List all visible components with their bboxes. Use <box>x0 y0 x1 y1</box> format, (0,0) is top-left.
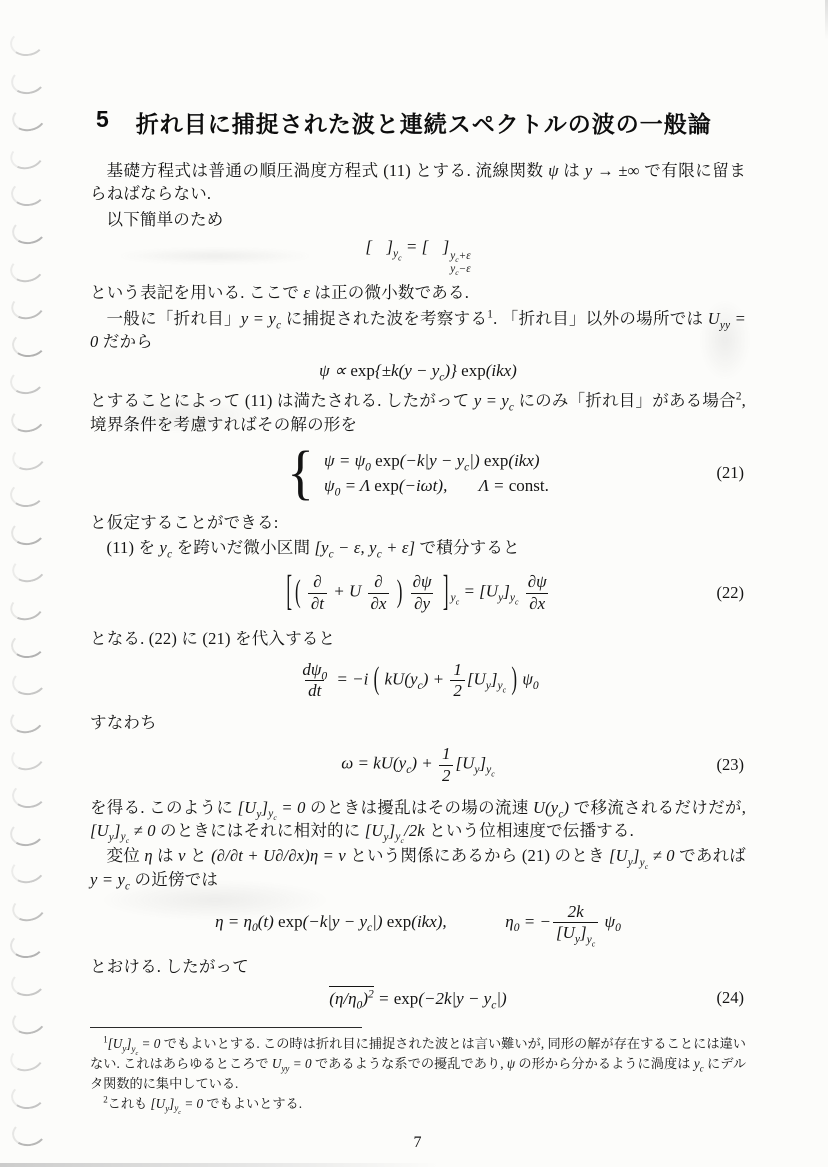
equation-psi-proportional <box>90 361 746 384</box>
paragraph: と仮定することができる: <box>90 512 279 532</box>
scan-edge <box>0 1163 440 1167</box>
equation-24 <box>90 986 746 1012</box>
binding-hole <box>10 667 48 698</box>
binding-hole <box>10 1081 47 1110</box>
footnote-2: $^2$これも $[U_y]_{y_c} = 0$ でもよいとする. <box>103 1094 303 1117</box>
binding-hole <box>10 630 47 659</box>
page-number: 7 <box>413 1133 423 1151</box>
binding-hole <box>9 931 46 960</box>
binding-hole <box>8 817 46 848</box>
binding-hole <box>10 179 47 208</box>
paragraph: (11) を $y_c$ を跨いだ微小区間 [$y_c - \varepsilon$, $y_c + \varepsilon$] で積分すると <box>106 538 520 561</box>
paragraph: すなわち <box>90 713 157 733</box>
equation-body: [ ( $\frac{\partial}{\partial t}$ + U $\frac{\partial}{\partial x}$ ) $\frac{\partial\psi}{\partial y}$ ] $_{y_c} = [U_y]_{y_c}$ $\frac{\partial\psi}{\partial x}$ <box>286 566 547 615</box>
section-number: 5 <box>96 106 110 132</box>
equation-bracket-notation <box>90 237 746 275</box>
binding-hole <box>9 28 46 57</box>
page-content <box>90 0 746 1152</box>
equation-eta <box>90 902 746 949</box>
footnote-rule <box>90 1027 362 1028</box>
paragraph: 以下簡単のため <box>106 209 224 229</box>
binding-hole <box>10 102 49 135</box>
binding-hole <box>8 366 46 397</box>
equation-number: (22) <box>716 583 744 602</box>
binding-hole <box>11 329 48 358</box>
paragraph: となる. (22) に (21) を代入すると <box>90 628 336 648</box>
binding-holes <box>0 0 90 1167</box>
paragraph: 一般に「折れ目」$y = y_c$ に捕捉された波を考察する$^1$. 「折れ目」以外の場所では $U_{yy} = 0$ だから <box>90 308 747 351</box>
paragraph: 変位 η は v と (∂/∂t + U∂/∂x)η = v という関係にあるから (21) のとき $[U_y]_{y_c} \ne 0$ であれば $y = y_c$ の近傍では <box>90 846 746 893</box>
equation-body: $\psi \propto \exp\{\pm k(y - y_c)\}$ exp(ikx) <box>319 361 517 384</box>
section-title: 折れ目に捕捉された波と連続スペクトルの波の一般論 <box>135 111 712 137</box>
section-heading <box>96 106 746 139</box>
binding-hole <box>9 854 48 887</box>
binding-hole <box>9 891 49 925</box>
paragraph: という表記を用いる. ここで ε は正の微小数である. <box>90 283 470 303</box>
footnote-1: $^1[U_y]_{y_c} = 0$ でもよいとする. この時は折れ目に捕捉された波とは言い難いが, 同形の解が存在することには違いない. これはあらゆるところで $U_{yy} = 0$ であるような系での擾乱であり, ψ の形から分かるように渦度は $y_c$ にデルタ関数的に集中している. <box>90 1035 747 1092</box>
paragraph: を得る. このように $[U_y]_{y_c} = 0$ のときは擾乱はその場の流速 $U(y_c)$ で移流されるだけだが, $[U_y]_{y_c} \ne 0$ のときにはそれに相対的に $[U_y]_{y_c}/2k$ という位相速度で伝播する. <box>90 797 747 846</box>
equation-22 <box>90 566 746 615</box>
equation-body: $\omega = kU(y_c)$ + $\frac{1}{2}$ $[U_y]_{y_c}$ <box>341 744 495 785</box>
equation-body: $(\eta/\eta_0)^2 = \exp(-2k|y - y_c|)$ <box>329 987 507 1012</box>
equation-body: $\frac{d\psi_0}{dt}$ = −i ( $kU(y_c)$ + $\frac{1}{2}$ $[U_y]_{y_c}$ ) $\psi_0$ <box>302 659 539 701</box>
binding-hole <box>7 1041 47 1075</box>
binding-hole <box>11 780 48 809</box>
equation-21-line-2: $\psi_0 = \Lambda$ exp(−iωt), Λ = const. <box>324 475 549 499</box>
equation-number: (23) <box>716 755 744 775</box>
system-brace: { <box>287 439 315 507</box>
binding-hole <box>10 1004 49 1037</box>
system-lines <box>324 450 549 499</box>
binding-hole <box>9 403 48 436</box>
equation-body: [ ]$_{y_c}$ = [ ] $y_c+\varepsilon$ $y_c-\varepsilon$ <box>365 237 471 277</box>
binding-hole <box>9 440 49 474</box>
paragraph: 基礎方程式は普通の順圧渦度方程式 (11) とする. 流線関数 ψ は y → ±∞ で有限に留まらねばならない. <box>90 161 747 204</box>
binding-hole <box>8 740 48 774</box>
binding-hole <box>10 216 48 247</box>
footnotes <box>90 1027 747 1117</box>
binding-hole <box>8 704 47 737</box>
equation-number: (24) <box>716 987 744 1007</box>
binding-hole <box>9 516 47 547</box>
equation-system <box>287 439 549 507</box>
paragraph: とすることによって (11) は満たされる. したがって $y = y_c$ にのみ「折れ目」がある場合$^2$, 境界条件を考慮すればその解の形を <box>90 390 746 434</box>
equation-21 <box>90 439 746 507</box>
binding-hole <box>8 252 47 285</box>
equation-23 <box>90 744 746 785</box>
binding-hole <box>7 590 47 624</box>
equation-body: $\eta = \eta_0(t) \exp(-k|y - y_c|)$ exp(ikx), $\eta_0$ = − $\frac{2k}{[U_y]_{y_c}}$ $\psi_0$ <box>215 902 621 949</box>
binding-hole <box>9 968 47 999</box>
binding-hole <box>9 479 46 508</box>
paragraph: とおける. したがって <box>90 957 249 977</box>
binding-hole <box>7 139 47 173</box>
equation-21-line-1: $\psi = \psi_0$ $\exp(-k|y - y_c|)$ exp(ikx) <box>324 450 540 474</box>
binding-hole <box>10 553 49 586</box>
binding-hole <box>9 65 47 96</box>
equation-dpsi <box>90 660 746 701</box>
binding-hole <box>8 289 48 323</box>
equation-number: (21) <box>716 463 744 483</box>
binding-hole <box>10 1118 48 1149</box>
